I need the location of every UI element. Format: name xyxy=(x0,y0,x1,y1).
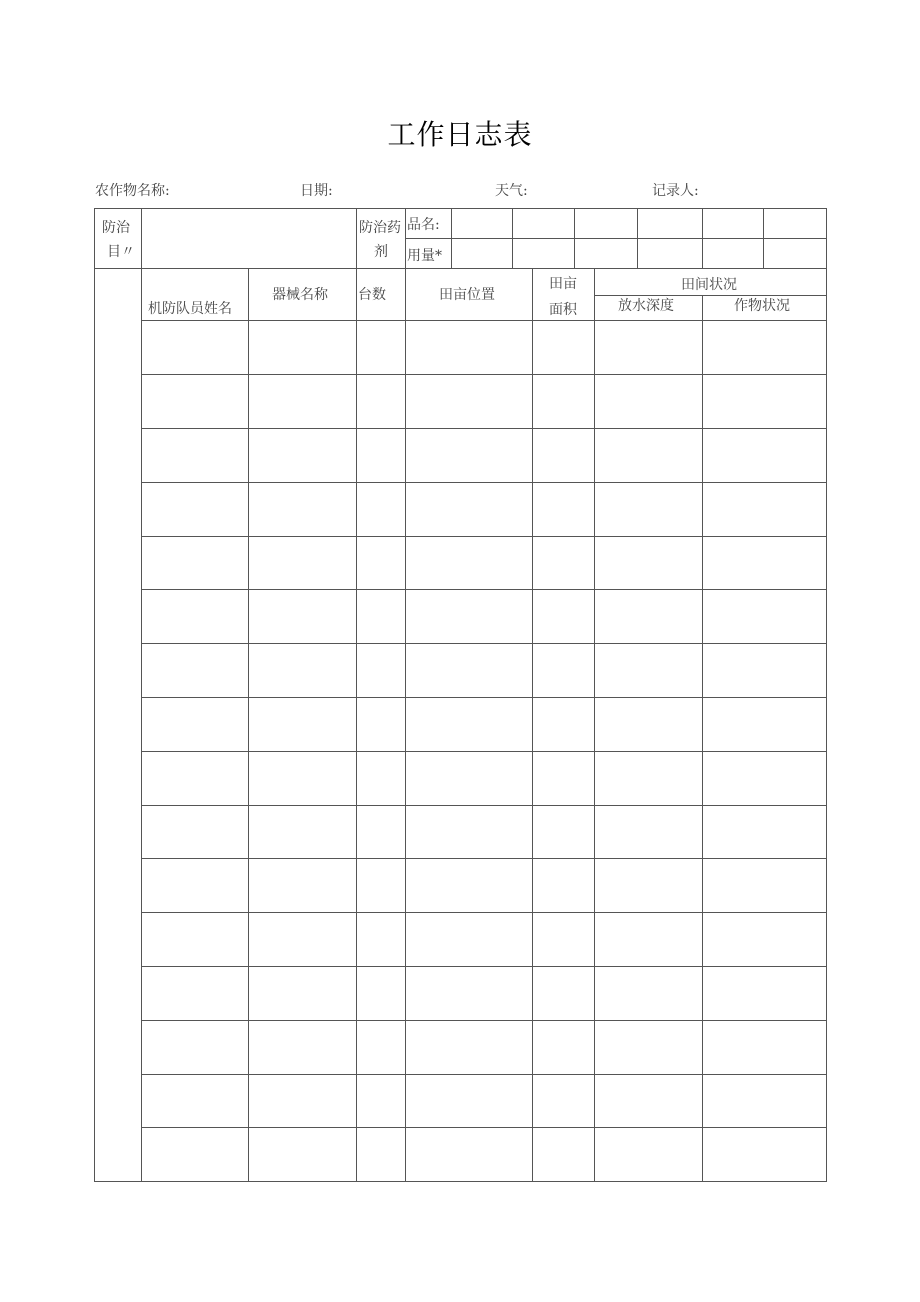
header-field-condition: 田间状况 xyxy=(681,277,737,293)
header-units: 台数 xyxy=(358,287,386,303)
header-crop-condition: 作物状况 xyxy=(734,298,790,314)
recorder-label: 记录人: xyxy=(652,183,699,199)
dosage-label: 用量* xyxy=(407,248,442,264)
weather-label: 天气: xyxy=(495,183,528,199)
target-label-line2: 目〃 xyxy=(107,244,135,260)
date-label: 日期: xyxy=(300,183,333,199)
table-border xyxy=(95,209,827,1182)
pesticide-label-line2: 剂 xyxy=(374,244,388,260)
target-label-line1: 防治 xyxy=(102,220,130,236)
page-title: 工作日志表 xyxy=(387,118,533,151)
product-name-label: 品名: xyxy=(407,217,440,233)
header-field-area-line2: 面积 xyxy=(549,302,577,318)
header-operator-name: 机防队员姓名 xyxy=(148,301,232,317)
pesticide-label-line1: 防治药 xyxy=(359,220,401,236)
header-machine-name: 器械名称 xyxy=(272,287,328,303)
header-field-area-line1: 田亩 xyxy=(549,276,577,292)
header-field-location: 田亩位置 xyxy=(439,287,495,303)
crop-name-label: 农作物名称: xyxy=(95,183,170,199)
header-water-depth: 放水深度 xyxy=(618,298,674,314)
